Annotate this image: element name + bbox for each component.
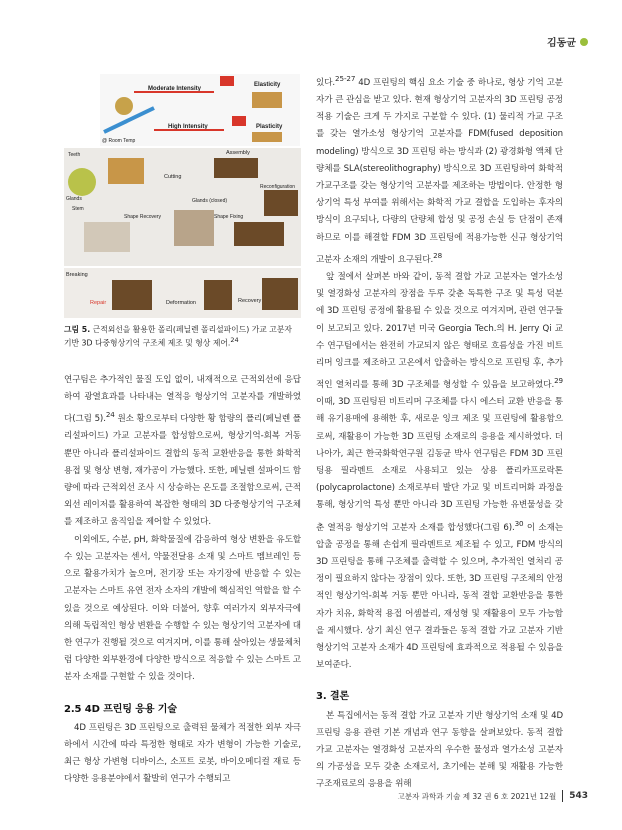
label-glands: Glands — [66, 196, 82, 202]
sample-psnm — [108, 158, 144, 184]
caption-text: 근적외선을 활용한 폴리(페닐렌 폴리설파이드) 가교 고분자 기반 3D 다중형상기억 구조체 제조 및 형상 제어. — [64, 325, 292, 348]
gloved-hand — [174, 210, 214, 246]
right-p1-text: 있다. — [316, 77, 336, 88]
section-heading-2-5: 2.5 4D 프린팅 응용 기술 — [64, 703, 177, 715]
page-footer — [398, 790, 588, 802]
figure-5 — [64, 72, 301, 318]
author-name: 김동균 — [547, 38, 576, 49]
plastic-shape — [252, 132, 282, 142]
label-shape-fixing: Shape Fixing — [214, 214, 244, 220]
left-column — [64, 372, 301, 789]
figure-caption — [64, 324, 301, 349]
right-p1-ref2: 28 — [433, 250, 443, 260]
recovery-sample — [84, 222, 130, 252]
label-glands-closed: Glands (closed) — [192, 198, 228, 204]
right-column — [316, 70, 563, 794]
right-paragraph-3: 본 특집에서는 동적 결합 가교 고분자 기반 형상기억 소재 및 4D 프린팅 응용 관련 기본 개념과 연구 동향을 살펴보았다. 동적 결합 가교 고분자는 열경화성 고분자의 우수한 물성과 열가소성 고분자의 가공성을 모두 갖춘 소재로서, 초기에는 분해 및 재활용 가능한 구조재료로의 응용을 위해 — [316, 710, 563, 790]
caption-ref: 24 — [230, 336, 239, 344]
fixed-sample — [234, 222, 284, 246]
label-recovery: Recovery — [238, 298, 262, 304]
label-reconfig: Reconfiguration — [260, 184, 296, 190]
label-plasticity: Plasticity — [256, 124, 283, 130]
recovered-sample — [262, 278, 298, 310]
left-paragraph-3: 4D 프린팅은 3D 프린팅으로 출력된 물체가 적절한 외부 자극하에서 시간에 따라 특정한 형태로 자가 변형이 가능한 기술로, 최근 형상 가변형 디바이스, 소프트 로봇, 바이오메디컬 재료 등 다양한 응용분야에서 활발히 연구가 수행되고 — [64, 722, 301, 785]
label-breaking: Breaking — [66, 272, 88, 278]
label-elasticity: Elasticity — [254, 82, 281, 88]
label-assembly: Assembly — [226, 150, 250, 156]
deformed-sample — [204, 280, 232, 310]
journal-info: 고분자 과학과 기술 제 32 권 6 호 2021년 12월 — [397, 791, 557, 801]
caption-label: 그림 5. — [64, 325, 91, 334]
left-p1-text: 연구팀은 추가적인 물질 도입 없이, 내재적으로 근적외선에 응답하여 광열효과를 나타내는 열적응 형상기억 고분자를 개발하였다(그림 5). — [64, 375, 301, 425]
laser-icon-1 — [220, 76, 234, 86]
label-room-temp: @ Room Temp — [102, 138, 136, 144]
right-p2-ref2: 30 — [514, 518, 524, 528]
reconfig-sample — [264, 190, 298, 216]
section-heading-3: 3. 결론 — [316, 691, 350, 703]
right-p2b-text: 이때, 3D 프린팅된 비트리머 구조체를 다시 에스터 교환 반응을 통해 유기용매에 용해한 후, 새로운 잉크 제조 및 프린팅에 활용함으로써, 재활용이 가능한 3D 프린팅 소재로의 응용을 제시하였다. 더 나아가, 최근 한국화학연구원 김동균 박사 연구팀은 FDM 3D 프린팅용 필라멘트 소재로 사용되고 있는 상용 폴리카프로락톤(polycaprolactone) 소재로부터 발단 가교 및 비트리머화 과정을 통해, 형상기억 특성 뿐만 아니라 3D 프린팅 가능한 유변물성을 갖춘 열적응 형상기억 고분자 소재를 합성했다(그림 6). — [316, 397, 563, 533]
author-dot-icon — [580, 38, 588, 46]
page-number: 543 — [569, 791, 588, 801]
venus-flytrap — [68, 168, 96, 196]
left-p1b-text: 원소 황으로부터 다양한 황 함량의 폴리(페닐렌 폴리설파이드) 가교 고분자를 합성함으로써, 형상기억-회복 거동 뿐만 아니라 폴리설파이드 결합의 동적 교환반응을 통한 화학적 용접 및 형상 변형, 재가공이 가능했다. 또한, 페닐렌 설파이드 함량에 따라 근적외선 조사 시 상승하는 온도를 조절함으로써, 근적외선 레이저를 활용하여 복잡한 형태의 3D 다중형상기억 구조체를 제조하고 움직임을 제어할 수 있었다. — [64, 414, 301, 528]
label-stem: Stem — [72, 206, 84, 212]
laser-icon-2 — [232, 116, 246, 126]
molecule-icon — [115, 97, 133, 115]
assembled-sample — [214, 158, 258, 178]
right-p2-ref: 29 — [554, 376, 563, 386]
label-teeth: Teeth — [68, 152, 81, 158]
right-p2c-text: 이 소재는 압출 공정을 통해 손쉽게 필라멘트로 제조될 수 있고, FDM 방식의 3D 프린팅을 통해 구조체를 출력할 수 있으며, 추가적인 열처리 공정이 필요하지 않다는 장점이 있다. 또한, 3D 프린팅 구조체의 안정적인 형상기억-회복 거동 뿐만 아니라, 동적 결합 교환반응을 통한 자가 치유, 화학적 용접 어셈블리, 재성형 및 재활용이 모두 가능함을 제시했다. 상기 최신 연구 결과들은 동적 결합 가교 고분자 기반 형상기억 고분자 소재가 4D 프린팅에 효과적으로 적용될 수 있음을 보여준다. — [316, 522, 563, 671]
right-paragraph-1 — [316, 70, 563, 269]
right-p1-ref: 25-27 — [335, 74, 356, 83]
label-shape-recovery: Shape Recovery — [124, 214, 161, 220]
author-header — [547, 34, 588, 49]
right-p1b-text: 4D 프린팅의 핵심 요소 기술 중 하나로, 형상 기억 고분자가 큰 관심을 받고 있다. 현재 형상기억 고분자의 3D 프린팅 공정 적용 기술은 크게 두 가지로 구분할 수 있다. (1) 물리적 가교 구조를 갖는 열가소성 형상기억 고분자를 FDM(fused deposition modeling) 방식으로 3D 프린팅 하는 방식과 (2) 광경화형 액체 단량체를 SLA(stereolithography) 방식으로 3D 프린팅하여 화학적 가교구조를 갖는 형상기억 고분자를 제조하는 방법이다. 안정한 형상기억 특성 부여를 위해서는 화학적 가교 결합을 도입하는 후자의 방식이 요구되나, 다량의 단량체 합성 및 공정 손실 등 단점이 존재하므로 이를 해결할 FDM 3D 프린팅에 적용가능한 신규 형상기억 고분자 소재의 개발이 요구된다. — [316, 77, 563, 265]
label-deformation: Deformation — [166, 300, 196, 306]
repaired-sample — [112, 280, 152, 310]
left-paragraph-1 — [64, 372, 301, 532]
right-p2-text: 앞 절에서 살펴본 바와 같이, 동적 결합 가교 고분자는 열가소성 및 열경화성 고분자의 장점을 두루 갖춘 독특한 구조 및 특성 덕분에 3D 프린팅 공정에 활용될 수 있을 것으로 여겨지며, 관련 연구들이 보고되고 있다. 2017년 미국 Georgia Tech.의 H. Jerry Qi 교수 연구팀에서는 완전히 가교되지 않은 형태로 흐름성을 가진 비트리머 잉크를 제조하고 고온에서 압출하는 방식으로 프린팅 후, 추가적인 열처리를 통해 3D 구조체를 형성할 수 있음을 보고하였다. — [316, 271, 563, 391]
label-moderate: Moderate Intensity — [148, 86, 202, 92]
label-cutting: Cutting — [164, 174, 182, 180]
left-p1-ref: 24 — [105, 410, 115, 420]
left-paragraph-2: 이외에도, 수분, pH, 화학물질에 감응하여 형상 변환을 유도할 수 있는 고분자는 센서, 약물전달용 소재 및 스마트 멤브레인 등으로 활용가치가 높으며, 전기장 또는 자기장에 반응할 수 있는 고분자는 스마트 유연 전자 소자의 개발에 핵심적인 역할을 할 수 있을 것으로 예상된다. 이와 더불어, 향후 여러가지 외부자극에 의해 독립적인 형상 변환을 수행할 수 있는 형상기억 고분자에 대한 연구가 진행될 것으로 여겨지며, 이를 통해 살아있는 생물체처럼 다양한 외부환경에 다양한 방식으로 적응할 수 있는 스마트 고분자 소재를 구현할 수 있을 것이다. — [64, 534, 301, 683]
elastic-shape — [252, 92, 282, 108]
footer-divider — [562, 790, 563, 802]
right-paragraph-2 — [316, 269, 563, 674]
label-repair: Repair — [90, 300, 107, 306]
label-high: High Intensity — [168, 124, 208, 130]
